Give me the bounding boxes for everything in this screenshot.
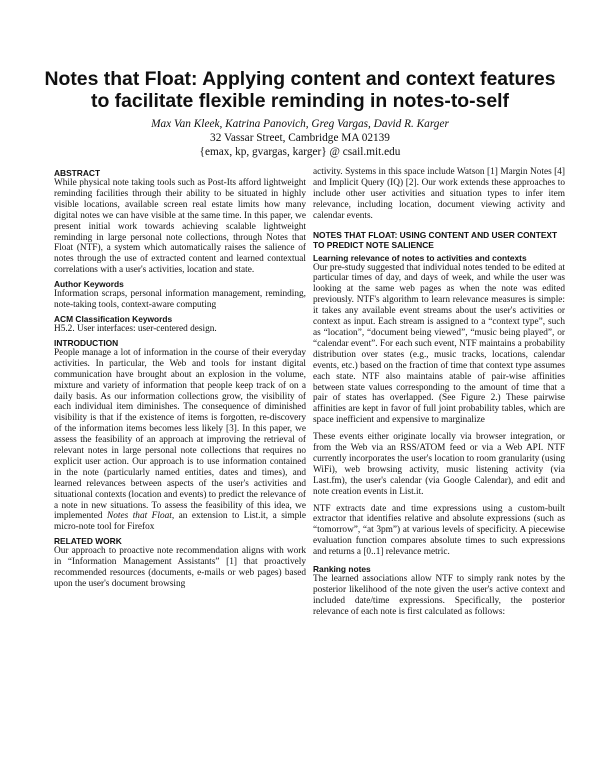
related-work-continued: activity. Systems in this space include Watson [1] Margin Notes [4] and Implicit Query (IQ) [2]. Our work extends these approaches to include other user activities and situation types to infer item relevance, including location, document viewing activity and calendar events. <box>313 167 565 221</box>
introduction-heading: INTRODUCTION <box>54 337 119 348</box>
system-name: Notes that Float, <box>107 511 175 522</box>
introduction-text-part2: an extension to List.it, a simple micro-note tool for Firefox <box>54 511 306 533</box>
ntf-section-heading: NOTES THAT FLOAT: USING CONTENT AND USER CONTEXT TO PREDICT NOTE SALIENCE <box>313 229 558 250</box>
introduction-text-part1: People manage a lot of information in the course of their everyday activities. In particular, the Web and tools for instant digital communication have brought about an explosion in the volume, mixture and variety of information that people keep track of on a daily basis. As our information collections grow, the visibility of each individual item diminishes. The consequence of diminished visibility is that if the existence of items is forgotten, re-discovery of the information items becomes less likely [3]. In this paper, we assess the feasibility of an approach at improving the retrieval of relevant notes in large personal note collections that requires no explicit user action. Our approach is to use information contained in the note (particularly named entities, dates and times), and learned relevances between aspects of the user's activities and situational contexts (location and events) to predict the relevance of a note in new situations. To assess the feasibility of this idea, we implemented <box>54 347 306 522</box>
learning-paragraph-2: These events either originate locally via browser integration, or from the Web via an RSS/ATOM feed or via a Web API. NTF currently incorporates the user's location to room granularity (using WiFi), web browsing activity, music listening activity (via Last.fm), the user's calendar (via Google Calendar), and edit and note creation events in List.it. <box>313 432 565 497</box>
related-work-text: Our approach to proactive note recommendation aligns with work in “Information Management Assistants” [1] that proactively recommended resources (documents, e-mails or web pages) based upon the user's document browsing <box>54 546 306 589</box>
keywords-heading: Author Keywords <box>54 279 124 290</box>
left-column <box>54 168 306 590</box>
keywords-text: Information scraps, personal information management, reminding, note-taking tools, context-aware computing <box>54 289 306 311</box>
author-list: Max Van Kleek, Katrina Panovich, Greg Vargas, David R. Karger <box>151 118 449 130</box>
abstract-heading: ABSTRACT <box>54 168 101 178</box>
introduction-text <box>54 348 306 533</box>
ranking-paragraph: The learned associations allow NTF to simply rank notes by the posterior likelihood of the note given the user's active context and included date/time expressions. Specifically, the posterior relevance of each note is first calculated as follows: <box>313 574 565 617</box>
acm-heading: ACM Classification Keywords <box>54 313 173 324</box>
right-column <box>313 167 565 618</box>
related-work-heading: RELATED WORK <box>54 536 122 547</box>
paper-title: Notes that Float: Applying content and context features to facilitate flexible reminding in notes-to-self <box>44 68 556 112</box>
acm-text: H5.2. User interfaces: user-centered design. <box>54 323 217 334</box>
ranking-subheading: Ranking notes <box>313 564 371 575</box>
author-address: 32 Vassar Street, Cambridge MA 02139 <box>210 132 390 144</box>
learning-paragraph-1: Our pre-study suggested that individual notes tended to be edited at particular times of day, and days of week, and while the user was looking at the same web pages as when the note was edited previously. NTF's algorithm to learn relevance measures is simple: it takes any available event streams about the user's activities or context as input. Each stream is assigned to a “context type”, such as “location”, “document being viewed”, “music being played”, or “calendar event”. For each such event, NTF maintains a probability distribution over states (e.g., music tracks, locations, calendar events, etc.) based on the fraction of time that context type assumes each state. NTF also maintains atable of pair-wise affinities between state values corresponding to the amount of time that a pair of states has overlapped. (See Figure 2.) These pairwise affinities are kept in favor of full joint probability tables, which are space inefficient and expensive to marginalize <box>313 262 565 426</box>
author-email: {emax, kp, gvargas, karger} @ csail.mit.edu <box>199 146 401 158</box>
learning-subheading: Learning relevance of notes to activities and contexts <box>313 252 527 263</box>
abstract-text: While physical note taking tools such as Post-Its afford lightweight reminding facilities through their ability to be situated in highly visible locations, available screen real estate limits how many digital notes we can have visible at the same time. In this paper, we present initial work towards achieving scalable lightweight reminding in large personal note collections, through Notes that Float (NTF), a system which automatically raises the salience of notes through the use of extracted content and learned contextual correlations with a user's activities, location and state. <box>54 178 306 276</box>
learning-paragraph-3: NTF extracts date and time expressions using a custom-built extractor that identifies relative and absolute expressions (such as “tomorrow”, “at 3pm”) at various levels of specificity. A piecewise evaluation function compares absolute times to such expressions and returns a [0..1] relevance metric. <box>313 503 565 558</box>
